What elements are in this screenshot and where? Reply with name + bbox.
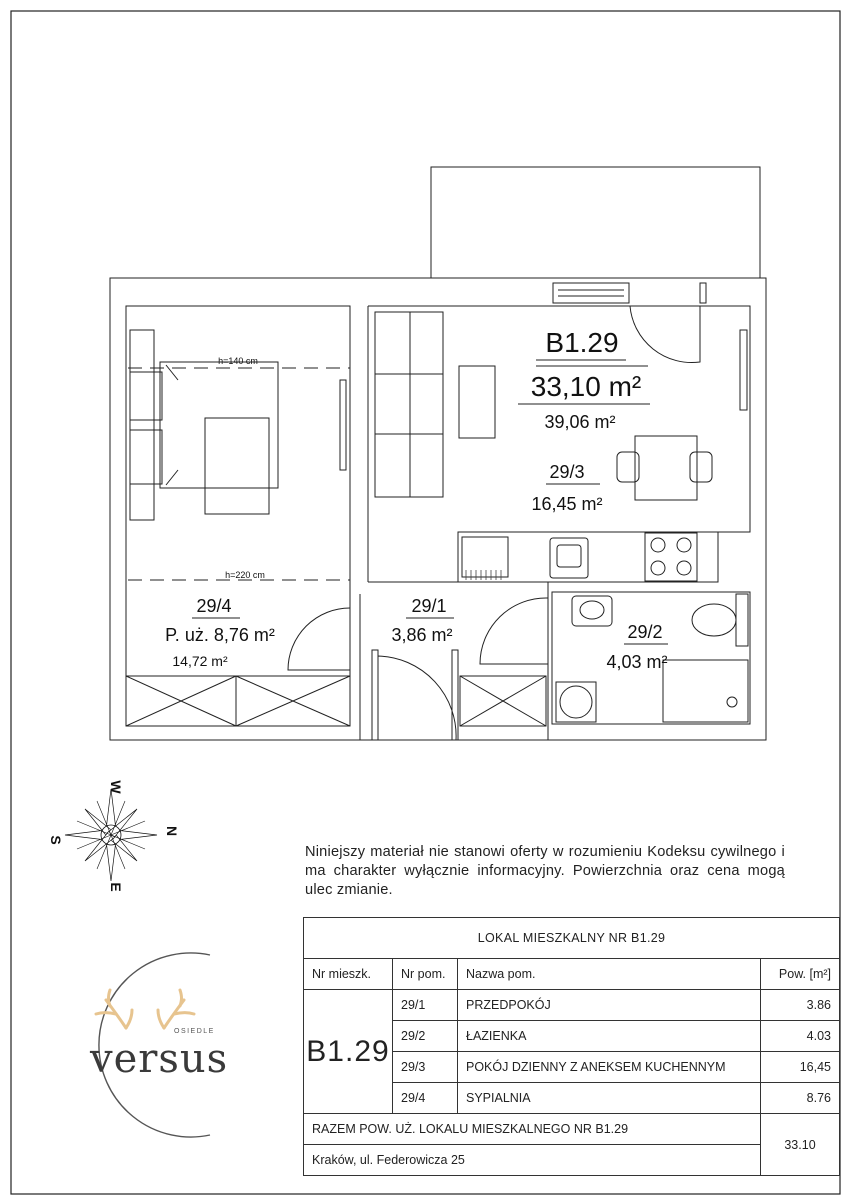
- compass-w: W: [108, 780, 124, 794]
- room-29-3-number: 29/3: [549, 462, 585, 482]
- compass-n: N: [164, 825, 180, 837]
- room-29-2-number: 29/2: [627, 622, 663, 642]
- unit-code-label: B1.29: [545, 327, 619, 358]
- outer-wall: [110, 278, 766, 740]
- balcony-door-swing: [630, 306, 700, 363]
- compass-e: E: [108, 882, 124, 892]
- balcony: [431, 167, 760, 278]
- bathroom-door-swing: [480, 598, 548, 664]
- total-value: 33.10: [761, 1114, 840, 1176]
- room-29-3-area: 16,45 m²: [531, 494, 603, 514]
- row-area: 4.03: [761, 1021, 840, 1052]
- toilet-tank: [736, 594, 748, 646]
- shower-tray: [663, 660, 748, 722]
- total-area-label: 39,06 m²: [544, 412, 616, 432]
- logo-small-text: OSIEDLE: [174, 1028, 215, 1035]
- header-area: Pow. [m²]: [761, 959, 840, 990]
- sofa: [375, 312, 443, 497]
- total-label: RAZEM POW. UŻ. LOKALU MIESZKALNEGO NR B1.29: [304, 1114, 761, 1145]
- row-room-no: 29/4: [393, 1083, 458, 1114]
- antlers-icon: [96, 990, 194, 1028]
- wardrobe-bedroom: [126, 676, 350, 726]
- row-room-name: POKÓJ DZIENNY Z ANEKSEM KUCHENNYM: [458, 1052, 761, 1083]
- bed-fold: [166, 365, 178, 380]
- balcony-door-frame: [700, 283, 706, 303]
- dining-table: [635, 436, 697, 500]
- row-room-name: PRZEDPOKÓJ: [458, 990, 761, 1021]
- compass-rose: [48, 780, 180, 891]
- table-unit-code: B1.29: [304, 990, 393, 1114]
- bed-fold: [166, 470, 178, 485]
- burner: [651, 561, 665, 575]
- room-29-4-area: P. uż. 8,76 m²: [165, 625, 275, 645]
- room-29-4-number: 29/4: [196, 596, 232, 616]
- chair: [617, 452, 639, 482]
- shower-drain: [727, 697, 737, 707]
- height-label-140: h=140 cm: [218, 356, 258, 366]
- usable-area-label: 33,10 m²: [530, 371, 642, 402]
- disclaimer-text: Niniejszy materiał nie stanowi oferty w rozumieniu Kodeksu cywilnego i ma charakter wyłącznie informacyjny. Powierzchnia oraz cena mogą ulec zmianie.: [305, 844, 785, 898]
- spec-table: [303, 917, 840, 1176]
- row-room-name: SYPIALNIA: [458, 1083, 761, 1114]
- compass-s: S: [48, 835, 64, 845]
- table-title: LOKAL MIESZKALNY NR B1.29: [304, 918, 840, 959]
- coffee-table: [459, 366, 495, 438]
- radiator: [740, 330, 747, 410]
- kitchen-sink: [550, 538, 588, 578]
- window-top: [553, 283, 629, 303]
- entry-door-leaf: [372, 650, 378, 740]
- bed-duvet: [205, 418, 269, 514]
- plan-labels: [165, 327, 668, 672]
- header-unit: Nr mieszk.: [304, 959, 393, 990]
- washing-machine: [556, 682, 596, 722]
- row-area: 8.76: [761, 1083, 840, 1114]
- header-room-name: Nazwa pom.: [458, 959, 761, 990]
- nightstand-column: [130, 330, 154, 520]
- pillow: [130, 430, 162, 484]
- entry-door-jamb: [452, 650, 458, 740]
- row-area: 16,45: [761, 1052, 840, 1083]
- height-label-220: h=220 cm: [225, 570, 265, 580]
- row-room-name: ŁAZIENKA: [458, 1021, 761, 1052]
- row-room-no: 29/2: [393, 1021, 458, 1052]
- room-29-2-area: 4,03 m²: [606, 652, 668, 672]
- kitchen-sink-bowl: [557, 545, 581, 567]
- radiator-bedroom: [340, 380, 346, 470]
- burner: [677, 538, 691, 552]
- bedroom-door-swing: [288, 608, 350, 670]
- logo-wordmark: versus: [90, 1036, 229, 1082]
- burner: [677, 561, 691, 575]
- header-room-no: Nr pom.: [393, 959, 458, 990]
- room-29-1-area: 3,86 m²: [391, 625, 453, 645]
- burner: [651, 538, 665, 552]
- bed: [160, 362, 278, 488]
- address: Kraków, ul. Federowicza 25: [304, 1145, 761, 1176]
- chair: [690, 452, 712, 482]
- washing-machine-drum: [560, 686, 592, 718]
- washbasin-bowl: [580, 601, 604, 619]
- pillow: [130, 372, 162, 420]
- toilet-bowl: [692, 604, 736, 636]
- row-area: 3.86: [761, 990, 840, 1021]
- room-29-4-extra-area: 14,72 m²: [172, 653, 228, 669]
- entry-door-swing: [378, 656, 456, 740]
- room-29-1-number: 29/1: [411, 596, 447, 616]
- row-room-no: 29/1: [393, 990, 458, 1021]
- row-room-no: 29/3: [393, 1052, 458, 1083]
